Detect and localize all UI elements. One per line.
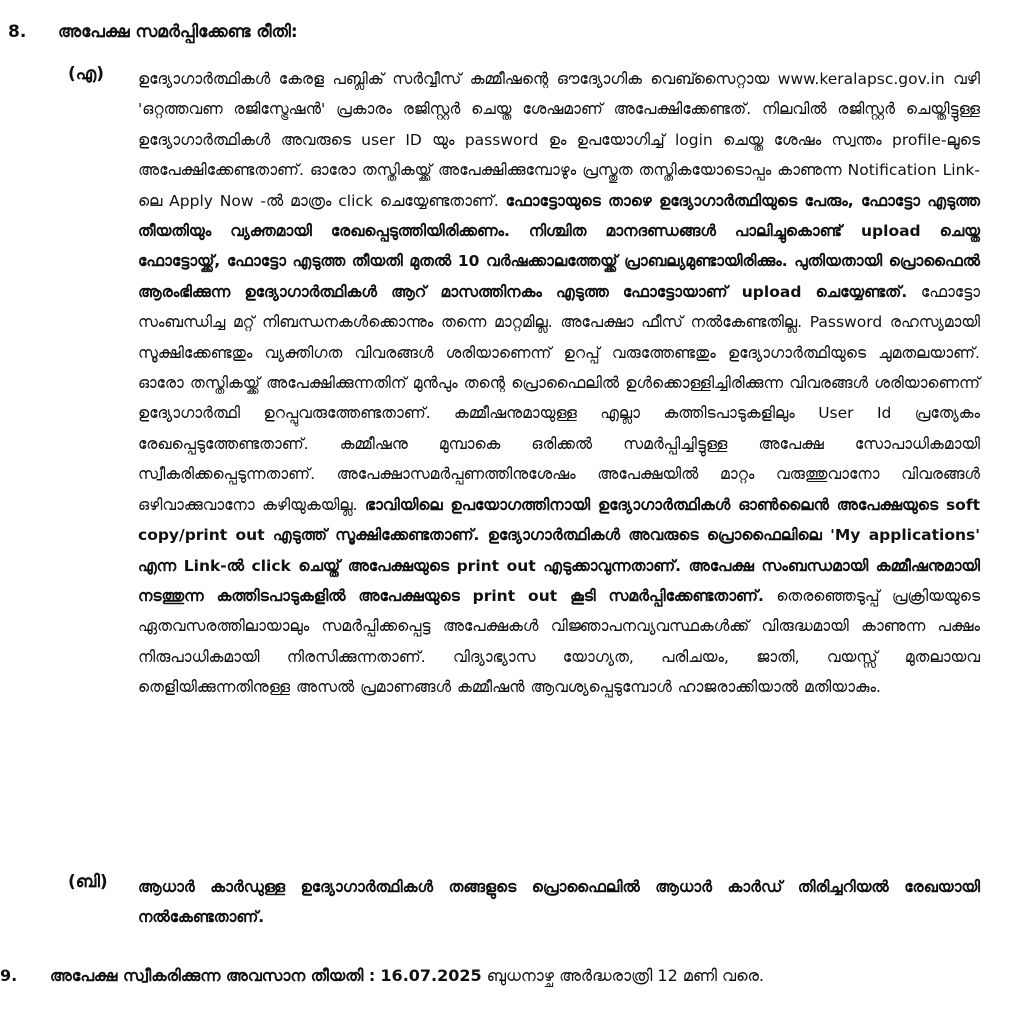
item-a-body <box>138 64 980 703</box>
last-date-value: 16.07.2025 <box>380 966 482 985</box>
last-date-title: അപേക്ഷ സ്വീകരിക്കുന്ന അവസാന തീയതി : <box>50 966 376 985</box>
last-date-line <box>50 966 764 986</box>
section-number: 8. <box>8 22 27 42</box>
item-a-text: തെരഞ്ഞെടുപ്പ് പ്രക്രിയയുടെ ഏതവസരത്തിലായാലും സമർപ്പിക്കപ്പെട്ട അപേക്ഷകൾ വിജ്ഞാപനവ്യവസ്ഥകൾക്ക് വിരുദ്ധമായി കാണുന്ന പക്ഷം നിരുപാധികമായി നിരസിക്കുന്നതാണ്. വിദ്യാഭ്യാസ യോഗ്യത, പരിചയം, ജാതി, വയസ്സ് മുതലായവ തെളിയിക്കുന്നതിനുള്ള അസൽ പ്രമാണങ്ങൾ കമ്മീഷൻ ആവശ്യപ്പെടുമ്പോൾ ഹാജരാക്കിയാൽ മതിയാകും. <box>138 586 980 697</box>
item-b-label: (ബി) <box>68 872 108 892</box>
section-title: അപേക്ഷ സമർപ്പിക്കേണ്ട രീതി: <box>58 22 298 42</box>
item-a-label: (എ) <box>68 64 104 84</box>
item-a-print-instructions: ഭാവിയിലെ ഉപയോഗത്തിനായി ഉദ്യോഗാർത്ഥികൾ ഓൺലൈൻ അപേക്ഷയുടെ soft copy/print out എടുത്ത് സൂക്ഷിക്കേണ്ടതാണ്. ഉദ്യോഗാർത്ഥികൾ അവരുടെ പ്രൊഫൈലിലെ 'My applications' എന്ന Link-ൽ click ചെയ്ത് അപേക്ഷയുടെ print out എടുക്കാവുന്നതാണ്. അപേക്ഷ സംബന്ധമായി കമ്മീഷനുമായി നടത്തുന്ന കത്തിടപാടുകളിൽ അപേക്ഷയുടെ print out കൂടി സമർപ്പിക്കേണ്ടതാണ്. <box>138 495 980 605</box>
item-a-text: ഫോട്ടോ സംബന്ധിച്ച മറ്റ് നിബന്ധനകൾക്കൊന്നും തന്നെ മാറ്റമില്ല. അപേക്ഷാ ഫീസ് നൽകേണ്ടതില്ല. Password രഹസ്യമായി സൂക്ഷിക്കേണ്ടതും വ്യക്തിഗത വിവരങ്ങൾ ശരിയാണെന്ന് ഉറപ്പ് വരുത്തേണ്ടതും ഉദ്യോഗാർത്ഥിയുടെ ചുമതലയാണ്. ഓരോ തസ്തികയ്ക്ക് അപേക്ഷിക്കുന്നതിന് മുൻപും തന്റെ പ്രൊഫൈലിൽ ഉൾക്കൊള്ളിച്ചിരിക്കുന്ന വിവരങ്ങൾ ശരിയാണെന്ന് ഉദ്യോഗാർത്ഥി ഉറപ്പുവരുത്തേണ്ടതാണ്. കമ്മീഷനുമായുള്ള എല്ലാ കത്തിടപാടുകളിലും User Id പ്രത്യേകം രേഖപ്പെടുത്തേണ്ടതാണ്. കമ്മീഷനു മുമ്പാകെ ഒരിക്കൽ സമർപ്പിച്ചിട്ടുള്ള അപേക്ഷ സോപാധികമായി സ്വീകരിക്കപ്പെടുന്നതാണ്. അപേക്ഷാസമർപ്പണത്തിനുശേഷം അപേക്ഷയിൽ മാറ്റം വരുത്തുവാനോ വിവരങ്ങൾ ഒഴിവാക്കുവാനോ കഴിയുകയില്ല. <box>138 282 981 514</box>
last-date-suffix: ബുധനാഴ്ച അർദ്ധരാത്രി 12 മണി വരെ. <box>481 966 765 985</box>
section-number: 9. <box>0 966 18 985</box>
item-b-text: ആധാർ കാർഡുള്ള ഉദ്യോഗാർത്ഥികൾ തങ്ങളുടെ പ്രൊഫൈലിൽ ആധാർ കാർഡ് തിരിച്ചറിയൽ രേഖയായി നൽകേണ്ടതാണ്. <box>138 878 980 926</box>
item-b-body <box>138 872 980 932</box>
item-a-text: ഉദ്യോഗാർത്ഥികൾ കേരള പബ്ലിക് സർവ്വീസ് കമ്മീഷന്റെ ഔദ്യോഗിക വെബ്സൈറ്റായ www.keralapsc.gov.in വഴി 'ഒറ്റത്തവണ രജിസ്ട്രേഷൻ' പ്രകാരം രജിസ്റ്റർ ചെയ്ത ശേഷമാണ് അപേക്ഷിക്കേണ്ടത്. നിലവിൽ രജിസ്റ്റർ ചെയ്തിട്ടുള്ള ഉദ്യോഗാർത്ഥികൾ അവരുടെ user ID യും password ഉം ഉപയോഗിച്ച് login ചെയ്ത ശേഷം സ്വന്തം profile-ലൂടെ അപേക്ഷിക്കേണ്ടതാണ്. ഓരോ തസ്തികയ്ക്ക് അപേക്ഷിക്കുമ്പോഴും പ്രസ്തുത തസ്തികയോടൊപ്പം കാണുന്ന Notification Link-ലെ Apply Now -ൽ മാത്രം click ചെയ്യേണ്ടതാണ്. <box>138 70 980 210</box>
item-a-photo-instructions: ഫോട്ടോയുടെ താഴെ ഉദ്യോഗാർത്ഥിയുടെ പേരും, ഫോട്ടോ എടുത്ത തീയതിയും വ്യക്തമായി രേഖപ്പെടുത്തിയിരിക്കണം. നിശ്ചിത മാനദണ്ഡങ്ങൾ പാലിച്ചുകൊണ്ട് upload ചെയ്ത ഫോട്ടോയ്ക്ക്, ഫോട്ടോ എടുത്ത തീയതി മുതൽ 10 വർഷക്കാലത്തേയ്ക്ക് പ്രാബല്യമുണ്ടായിരിക്കും. പുതിയതായി പ്രൊഫൈൽ ആരംഭിക്കുന്ന ഉദ്യോഗാർത്ഥികൾ ആറ് മാസത്തിനകം എടുത്ത ഫോട്ടോയാണ് upload ചെയ്യേണ്ടത്. <box>138 191 980 301</box>
